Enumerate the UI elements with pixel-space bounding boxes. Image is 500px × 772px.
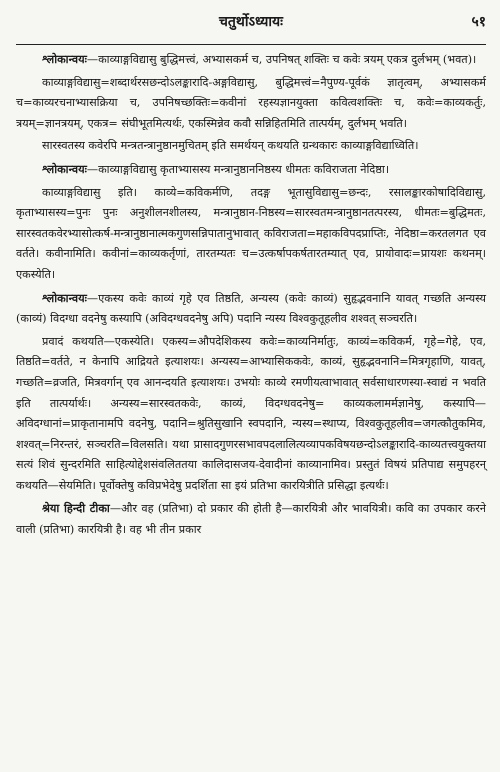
- paragraph-text: —और वह (प्रतिभा) दो प्रकार की होती है—कारयित्री और भावयित्री। कवि का उपकार करने वाली (प्रतिभा) कारयित्री है। वह भी तीन प्रकार: [16, 502, 486, 537]
- paragraph-text: —काव्याङ्गविद्यासु कृताभ्यासस्य मन्त्रानुष्ठाननिष्ठस्य धीमतः कविराजता नेदिष्ठा।: [86, 162, 390, 176]
- paragraph-text: प्रवादं कथयति—एकस्येति। एकस्य=औपदेशिकस्य कवेः=काव्यनिर्मातुः, काव्यं=कविकर्म, गृहे=गेहे, एव, तिष्ठति=वर्तते, न केनापि आद्रियते इत्याशयः। अन्यस्य=आभ्यासिककवेः, काव्यं, सुहृद्भवनानि=मित्रगृहाणि, यावत्, गच्छति=व्रजति, मित्रवर्गान् एव आनन्दयति इत्याशयः। उभयोः काव्ये रमणीयत्वाभावात् सर्वसाधारणस्या-स्वाद्यं न भवति इति तात्पर्यार्थः। अन्यस्य=सारस्वतकवेः, काव्यं, विदग्धवदनेषु= काव्यकलामर्मज्ञानेषु, कस्यापि—अविदग्धानां=प्राकृतानामपि वदनेषु, पदानि=श्रुतिसुखानि स्वपदानि, न्यस्य=स्थाप्य, विश्वकुतूहलीव=जगत्कौतुकमिव, शश्वत्=निरन्तरं, सञ्चरति=विलसति। यथा प्रासादगुणरसभावपदलालित्यव्यापकविषयछन्दोऽलङ्कारादि-काव्यतत्त्वयुक्तया सत्यं शिवं सुन्दरमिति साहित्योद्देशसंवलिततया कालिदासजय-देवादीनां काव्यानामिव। प्रस्तुतं विषयं प्रतिपाद्य समुपहरन् कथयति—सेयमिति। पूर्वोक्तेषु कविप्रभेदेषु प्रदर्शिता सा इयं प्रतिभा कारयित्रीति प्रसिद्धा इत्यर्थः।: [16, 334, 486, 492]
- paragraph-label: श्लोकान्वयः: [42, 52, 87, 66]
- page-header: [16, 0, 486, 45]
- paragraph-text: सारस्वतस्य कवेरपि मन्त्रतन्त्रानुष्ठानमुचितम् इति समर्थयन् कथयति ग्रन्थकारः काव्याङ्गविद्याध्विति।: [42, 139, 419, 153]
- paragraph: [16, 49, 486, 71]
- paragraph: [16, 136, 486, 157]
- paragraph-label: श्लोकान्वयः: [42, 161, 87, 176]
- paragraph: [16, 288, 486, 330]
- paragraph-text: काव्याङ्गविद्यासु=शब्दार्थरसछन्दोऽलङ्कारादि-अङ्गविद्यासु, बुद्धिमत्त्वं=नैपुण्य-पूर्वकं ज्ञातृत्वम्, अभ्यासकर्म च=काव्यरचनाभ्यासक्रिया च, उपनिषच्छक्तिः=कवीनां रहस्यज्ञानयुक्ता कवित्वशक्तिः च, कवेः=काव्यकर्तुः, त्रयम्=ज्ञानत्रयम्, एकत्र= संघीभूतमित्यर्थः, एकस्मिन्नेव कवौ सन्निहितमिति तात्पर्यम्, दुर्लभम् भवति।: [16, 75, 486, 130]
- paragraph: [16, 183, 486, 286]
- paragraph-text: —काव्याङ्गविद्यासु बुद्धिमत्त्वं, अभ्यासकर्म च, उपनिषत् शक्तिः च कवेः त्रयम् एकत्र दुर्लभम् (भवत)।: [86, 53, 477, 66]
- paragraph-label: श्लोकान्वयः: [42, 290, 87, 305]
- paragraph: [16, 159, 486, 181]
- paragraph-label: श्रेया हिन्दी टीका: [42, 501, 110, 516]
- page-number: ५१: [471, 14, 486, 30]
- page-body: [16, 45, 486, 541]
- chapter-title: चतुर्थोऽध्यायः: [219, 14, 283, 30]
- paragraph: [16, 332, 486, 497]
- paragraph-text: काव्याङ्गविद्यासु इति। काव्ये=कविकर्मणि, तदङ्ग भूतासुविद्यासु=छन्दः, रसालङ्कारकोषादिविद्यासु, कृताभ्यासस्य=पुनः पुनः अनुशीलनशीलस्य, मन्त्रानुष्ठान-निष्ठस्य=सारस्वतमन्त्रानुष्ठानतत्परस्य, धीमतः=बुद्धिमतः, सारस्वतकवेरभ्यासोत्कर्ष-मन्त्रानुष्ठानात्मकगुणसन्निपातानुभावात् कविराजता=महाकविपदप्राप्तिः, नेदिष्ठा=करतलगत एव वर्तते। कवीनामिति। कवीनां=काव्यकर्तृणां, तारतम्यतः च=उत्कर्षापकर्षतारतम्यात् एव, प्रायोवादः=प्रायशः कथनम्। एकस्येति।: [16, 185, 486, 281]
- paragraph: [16, 73, 486, 135]
- paragraph-text: —एकस्य कवेः काव्यं गृहे एव तिष्ठति, अन्यस्य (कवेः काव्यं) सुहृद्भवनानि यावत् गच्छति अन्यस्य (काव्यं) विदग्धा वदनेषु कस्यापि (अविदग्धवदनेषु अपि) पदानि न्यस्य विश्वकुतूहलीव शश्वत् सञ्चरति।: [16, 291, 486, 326]
- paragraph: [16, 498, 486, 540]
